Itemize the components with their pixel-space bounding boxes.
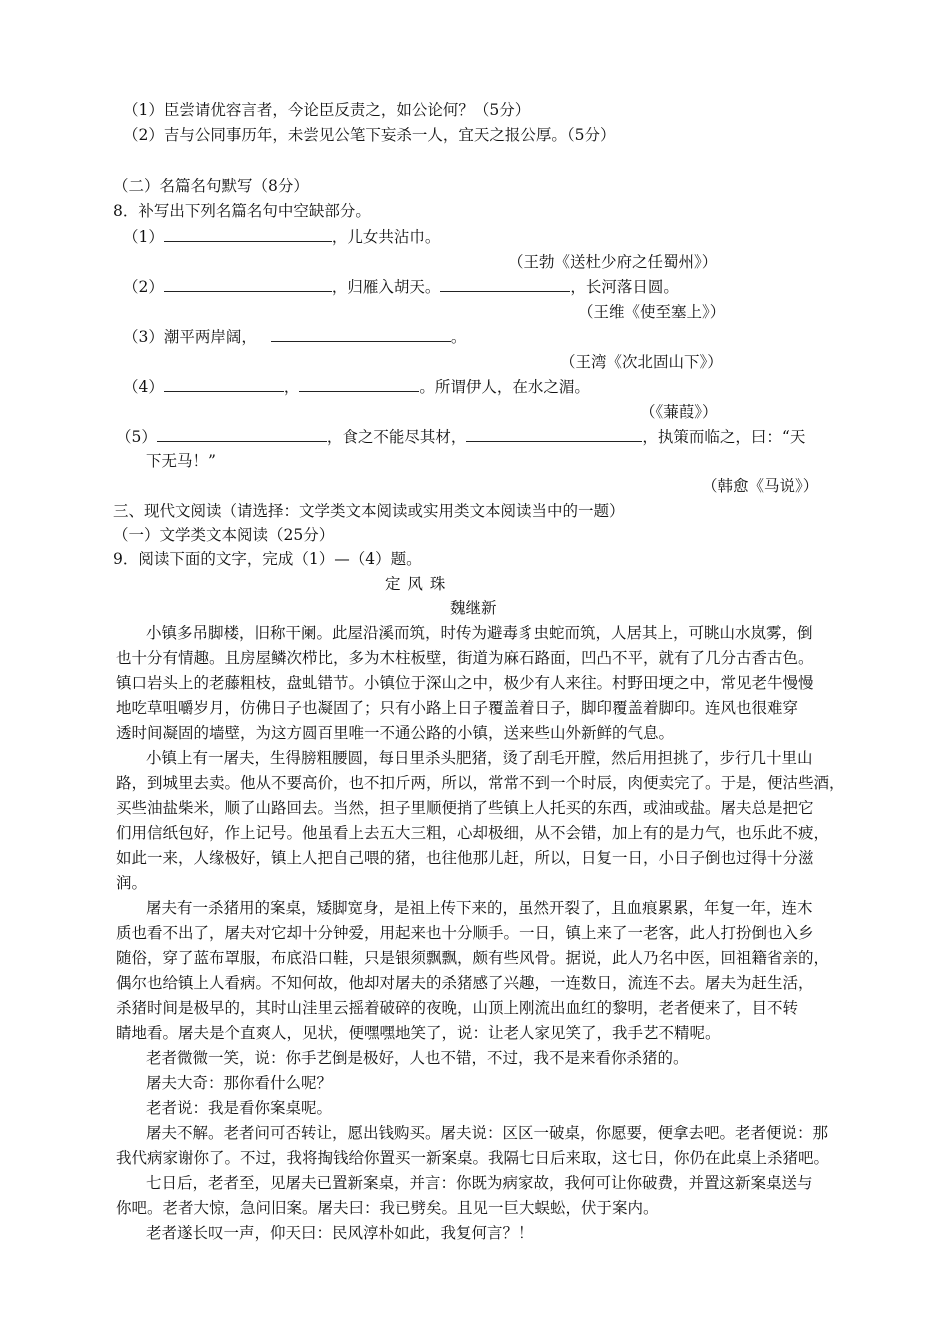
article-line: 镇口岩头上的老藤粗枝，盘虬错节。小镇位于深山之中，极少有人来往。村野田埂之中，常见老牛慢慢 — [116, 674, 814, 692]
source-wangwei: （王维《使至塞上》） — [578, 303, 726, 321]
article-line: 润。 — [116, 874, 148, 892]
article-line: 偶尔也给镇上人看病。不知何故，他却对屠夫的杀猪感了兴趣，一连数日，流连不去。屠夫为赶生活， — [116, 974, 814, 992]
source-wangbo: （王勃《送杜少府之任蜀州》） — [508, 253, 718, 271]
fill-line-1 — [123, 227, 440, 247]
article-line: 透时间凝固的墙壁，为这方圆百里唯一不通公路的小镇，送来些山外新鲜的气息。 — [116, 724, 675, 742]
article-line: 屠夫不解。老者问可否转让，愿出钱购买。屠夫说：区区一破桌，你愿要，便拿去吧。老者便说：那 — [146, 1124, 829, 1142]
fill-4-mid: ， — [283, 378, 300, 396]
article-line: 我代病家谢你了。不过，我将掏钱给你置买一新案桌。我隔七日后来取，这七日，你仍在此桌上杀猪吧。 — [116, 1149, 830, 1167]
fill-blank-1[interactable] — [164, 227, 332, 242]
fill-blank-3[interactable] — [271, 327, 451, 342]
article-line: 屠夫有一杀猪用的案桌，矮脚宽身，是祖上传下来的，虽然开裂了，且血痕累累，年复一年，连木 — [146, 899, 813, 917]
article-line: 老者微微一笑，说：你手艺倒是极好，人也不错，不过，我不是来看你杀猪的。 — [146, 1049, 689, 1067]
article-line: 杀猪时间是极早的，其时山洼里云摇着破碎的夜晚，山顶上刚流出血红的黎明，老者便来了，目不转 — [116, 999, 799, 1017]
fill-line-2 — [123, 277, 679, 297]
fill-line-3 — [123, 327, 466, 347]
fill-blank-5a[interactable] — [157, 427, 327, 442]
article-author: 魏继新 — [450, 599, 497, 617]
article-line: 买些油盐柴米，顺了山路回去。当然，担子里顺便捎了些镇上人托买的东西，或油或盐。屠夫总是把它 — [116, 799, 814, 817]
article-line: 你吧。老者大惊，急问旧案。屠夫曰：我已劈矣。且见一巨大蜈蚣，伏于案内。 — [116, 1199, 659, 1217]
section2-heading: （二）名篇名句默写（8分） — [113, 177, 309, 195]
source-wangwan: （王湾《次北固山下》） — [560, 353, 723, 371]
q7-item-1: （1）臣尝请优容言者，今论臣反责之，如公论何？（5分） — [123, 101, 531, 119]
article-line: 路，到城里去卖。他从不要高价，也不扣斤两，所以，常常不到一个时辰，肉便卖完了。于是，便沽些酒， — [116, 774, 845, 792]
fill-3-end: 。 — [450, 328, 467, 346]
fill-2-end: ，长河落日圆。 — [570, 278, 679, 296]
fill-5-end: ，执策而临之，曰：“天 — [642, 428, 806, 446]
article-line: 老者说：我是看你案桌呢。 — [146, 1099, 333, 1117]
fill-2-mid: ，归雁入胡天。 — [331, 278, 441, 296]
q7-item-2: （2）吉与公同事历年，未尝见公笔下妄杀一人，宜天之报公厚。（5分） — [123, 126, 616, 144]
fill-5-mid: ，食之不能尽其材， — [326, 428, 467, 446]
q9-prompt: 9．阅读下面的文字，完成（1）—（4）题。 — [113, 550, 422, 568]
source-hanyu: （韩愈《马说》） — [702, 477, 819, 495]
fill-blank-4a[interactable] — [164, 377, 284, 392]
section3-heading: 三、现代文阅读（请选择：文学类文本阅读或实用类文本阅读当中的一题） — [113, 502, 625, 520]
article-title: 定 风 珠 — [385, 575, 447, 593]
fill-blank-2b[interactable] — [440, 277, 570, 292]
article-line: 质也看不出了，屠夫对它却十分钟爱，用起来也十分顺手。一日，镇上来了一老客，此人打扮倒也入乡 — [116, 924, 814, 942]
article-line: 睛地看。屠夫是个直爽人，见状，便嘿嘿地笑了，说：让老人家见笑了，我手艺不精呢。 — [116, 1024, 721, 1042]
article-line: 小镇上有一屠夫，生得膀粗腰圆，每日里杀头肥猪，烫了刮毛开膛，然后用担挑了，步行几十里山 — [146, 749, 813, 767]
article-line: 老者遂长叹一声，仰天曰：民风淳朴如此，我复何言？！ — [146, 1224, 534, 1242]
fill-2-number: （2） — [123, 278, 164, 296]
article-line: 七日后，老者至，见屠夫已置新案桌，并言：你既为病家故，我何可让你破费，并置这新案桌送与 — [146, 1174, 813, 1192]
fill-blank-5b[interactable] — [466, 427, 642, 442]
q8-prompt: 8．补写出下列名篇名句中空缺部分。 — [113, 202, 371, 220]
article-line: 也十分有情趣。且房屋鳞次栉比，多为木柱板壁，街道为麻石路面，凹凸不平，就有了几分古香古色。 — [116, 649, 814, 667]
source-jianjia: （《蒹葭》） — [640, 403, 718, 421]
fill-1-number: （1） — [123, 228, 164, 246]
fill-4-number: （4） — [123, 378, 164, 396]
fill-blank-4b[interactable] — [299, 377, 419, 392]
fill-blank-2a[interactable] — [164, 277, 332, 292]
fill-line-5-continued: 下无马！” — [146, 452, 216, 470]
fill-5-number: （5） — [116, 428, 157, 446]
fill-line-4 — [123, 377, 590, 397]
article-line: 小镇多吊脚楼，旧称干阑。此屋沿溪而筑，时传为避毒豸虫蛇而筑，人居其上，可眺山水岚雾，倒 — [146, 624, 813, 642]
section3-subheading: （一）文学类文本阅读（25分） — [113, 526, 335, 544]
article-line: 随俗，穿了蓝布罩服，布底沿口鞋，只是银须飘飘，颇有些风骨。据说，此人乃名中医，回祖籍省亲的， — [116, 949, 830, 967]
article-line: 们用信纸包好，作上记号。他虽看上去五大三粗，心却极细，从不会错，加上有的是力气，也乐此不疲， — [116, 824, 830, 842]
fill-1-text: ，儿女共沾巾。 — [331, 228, 441, 246]
fill-3-pre: （3）潮平两岸阔， — [123, 328, 257, 346]
fill-4-end: 。所谓伊人，在水之湄。 — [419, 378, 590, 396]
fill-line-5 — [116, 427, 805, 447]
article-line: 屠夫大奇：那你看什么呢？ — [146, 1074, 333, 1092]
article-line: 地吃草咀嚼岁月，仿佛日子也凝固了；只有小路上日子覆盖着日子，脚印覆盖着脚印。连风也很难穿 — [116, 699, 799, 717]
article-line: 如此一来，人缘极好，镇上人把自己喂的猪，也往他那儿赶，所以，日复一日，小日子倒也过得十分滋 — [116, 849, 814, 867]
